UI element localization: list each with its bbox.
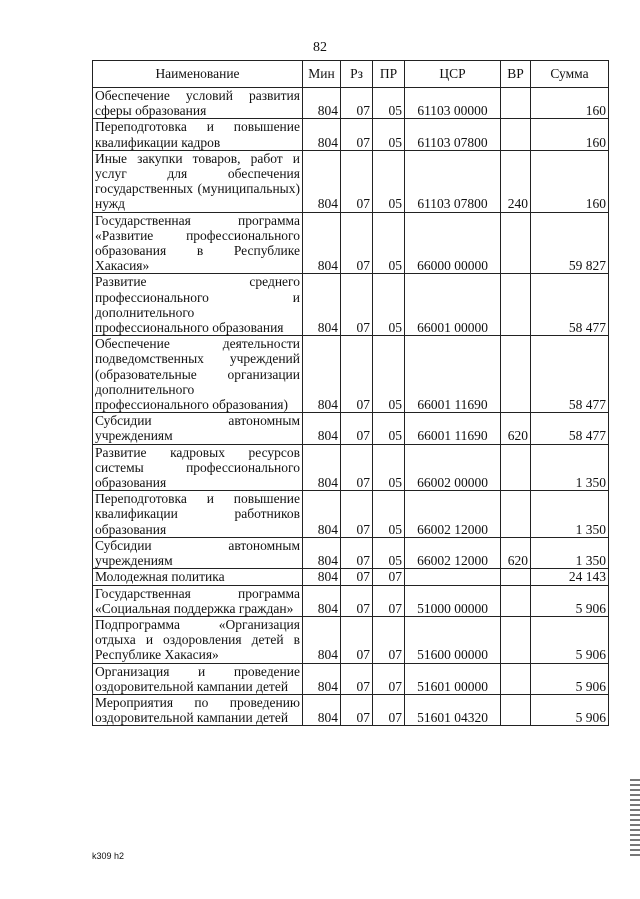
footer-code: k309 h2 <box>92 851 125 861</box>
row-rz: 07 <box>341 212 373 274</box>
row-sum: 160 <box>531 150 609 212</box>
row-name: Субсидии автономным учреждениям <box>93 413 303 444</box>
row-vr <box>501 444 531 491</box>
row-csr: 61103 07800 <box>405 150 501 212</box>
row-csr: 66002 00000 <box>405 444 501 491</box>
row-min: 804 <box>303 274 341 336</box>
row-vr: 240 <box>501 150 531 212</box>
row-pr: 05 <box>373 88 405 119</box>
header-min: Мин <box>303 61 341 88</box>
row-rz: 07 <box>341 336 373 413</box>
header-pr: ПР <box>373 61 405 88</box>
row-rz: 07 <box>341 569 373 585</box>
page-number: 82 <box>313 40 327 55</box>
header-csr: ЦСР <box>405 61 501 88</box>
header-vr: ВР <box>501 61 531 88</box>
row-csr: 66001 11690 <box>405 413 501 444</box>
table-row <box>93 537 609 568</box>
header-rz: Рз <box>341 61 373 88</box>
row-rz: 07 <box>341 119 373 150</box>
row-vr <box>501 212 531 274</box>
row-csr: 51601 00000 <box>405 663 501 694</box>
row-csr: 66001 11690 <box>405 336 501 413</box>
table-row <box>93 694 609 725</box>
row-csr: 66000 00000 <box>405 212 501 274</box>
table-row <box>93 150 609 212</box>
row-min: 804 <box>303 88 341 119</box>
row-pr: 05 <box>373 413 405 444</box>
budget-table <box>92 60 609 726</box>
row-rz: 07 <box>341 413 373 444</box>
row-pr: 05 <box>373 444 405 491</box>
scan-edge-mark <box>630 779 640 859</box>
row-vr <box>501 336 531 413</box>
row-pr: 05 <box>373 212 405 274</box>
row-csr: 66002 12000 <box>405 537 501 568</box>
row-pr: 07 <box>373 569 405 585</box>
row-pr: 07 <box>373 585 405 616</box>
row-vr: 620 <box>501 413 531 444</box>
table-row <box>93 336 609 413</box>
row-name: Переподготовка и повышение квалификации работников образования <box>93 491 303 538</box>
row-min: 804 <box>303 413 341 444</box>
row-pr: 07 <box>373 616 405 663</box>
row-min: 804 <box>303 119 341 150</box>
table-row <box>93 491 609 538</box>
row-sum: 1 350 <box>531 491 609 538</box>
row-rz: 07 <box>341 616 373 663</box>
row-name: Развитие кадровых ресурсов системы профессионального образования <box>93 444 303 491</box>
header-sum: Сумма <box>531 61 609 88</box>
row-pr: 07 <box>373 694 405 725</box>
row-min: 804 <box>303 585 341 616</box>
row-name: Мероприятия по проведению оздоровительной кампании детей <box>93 694 303 725</box>
row-name: Подпрограмма «Организация отдыха и оздоровления детей в Республике Хакасия» <box>93 616 303 663</box>
table-row <box>93 119 609 150</box>
row-csr: 51601 04320 <box>405 694 501 725</box>
table-row <box>93 212 609 274</box>
row-min: 804 <box>303 444 341 491</box>
row-rz: 07 <box>341 274 373 336</box>
row-vr <box>501 616 531 663</box>
row-min: 804 <box>303 150 341 212</box>
row-name: Государственная программа «Развитие профессионального образования в Республике Хакасия» <box>93 212 303 274</box>
table-row <box>93 413 609 444</box>
table-row <box>93 585 609 616</box>
row-vr: 620 <box>501 537 531 568</box>
row-min: 804 <box>303 491 341 538</box>
row-pr: 05 <box>373 274 405 336</box>
row-min: 804 <box>303 694 341 725</box>
row-vr <box>501 585 531 616</box>
row-rz: 07 <box>341 88 373 119</box>
row-vr <box>501 274 531 336</box>
row-name: Развитие среднего профессионального и дополнительного профессионального образования <box>93 274 303 336</box>
row-csr: 66001 00000 <box>405 274 501 336</box>
row-sum: 1 350 <box>531 444 609 491</box>
row-vr <box>501 491 531 538</box>
row-pr: 05 <box>373 119 405 150</box>
row-rz: 07 <box>341 150 373 212</box>
row-rz: 07 <box>341 663 373 694</box>
row-csr: 66002 12000 <box>405 491 501 538</box>
row-pr: 05 <box>373 150 405 212</box>
table-row <box>93 444 609 491</box>
row-csr: 61103 00000 <box>405 88 501 119</box>
row-csr: 51000 00000 <box>405 585 501 616</box>
table-row <box>93 569 609 585</box>
row-csr <box>405 569 501 585</box>
row-name: Переподготовка и повышение квалификации кадров <box>93 119 303 150</box>
row-pr: 05 <box>373 537 405 568</box>
row-name: Государственная программа «Социальная поддержка граждан» <box>93 585 303 616</box>
row-name: Организация и проведение оздоровительной кампании детей <box>93 663 303 694</box>
row-vr <box>501 88 531 119</box>
row-sum: 24 143 <box>531 569 609 585</box>
row-name: Обеспечение условий развития сферы образования <box>93 88 303 119</box>
row-vr <box>501 119 531 150</box>
row-min: 804 <box>303 336 341 413</box>
row-pr: 05 <box>373 336 405 413</box>
header-name: Наименование <box>93 61 303 88</box>
row-min: 804 <box>303 616 341 663</box>
row-sum: 5 906 <box>531 663 609 694</box>
row-name: Обеспечение деятельности подведомственных учреждений (образовательные организации дополнительного профессионального образования) <box>93 336 303 413</box>
row-rz: 07 <box>341 537 373 568</box>
row-rz: 07 <box>341 585 373 616</box>
row-rz: 07 <box>341 444 373 491</box>
row-csr: 51600 00000 <box>405 616 501 663</box>
row-pr: 05 <box>373 491 405 538</box>
table-row <box>93 663 609 694</box>
row-min: 804 <box>303 212 341 274</box>
row-vr <box>501 663 531 694</box>
row-sum: 59 827 <box>531 212 609 274</box>
row-sum: 5 906 <box>531 616 609 663</box>
row-sum: 1 350 <box>531 537 609 568</box>
table-header-row <box>93 61 609 88</box>
row-min: 804 <box>303 663 341 694</box>
row-sum: 58 477 <box>531 413 609 444</box>
row-rz: 07 <box>341 491 373 538</box>
table-row <box>93 274 609 336</box>
row-name: Молодежная политика <box>93 569 303 585</box>
table-row <box>93 88 609 119</box>
row-min: 804 <box>303 537 341 568</box>
row-csr: 61103 07800 <box>405 119 501 150</box>
row-name: Иные закупки товаров, работ и услуг для обеспечения государственных (муниципальных) нужд <box>93 150 303 212</box>
row-min: 804 <box>303 569 341 585</box>
row-name: Субсидии автономным учреждениям <box>93 537 303 568</box>
row-sum: 58 477 <box>531 336 609 413</box>
table-row <box>93 616 609 663</box>
row-sum: 5 906 <box>531 585 609 616</box>
row-sum: 160 <box>531 88 609 119</box>
row-sum: 5 906 <box>531 694 609 725</box>
row-vr <box>501 569 531 585</box>
row-sum: 58 477 <box>531 274 609 336</box>
row-pr: 07 <box>373 663 405 694</box>
row-rz: 07 <box>341 694 373 725</box>
row-sum: 160 <box>531 119 609 150</box>
table-body <box>93 88 609 726</box>
row-vr <box>501 694 531 725</box>
